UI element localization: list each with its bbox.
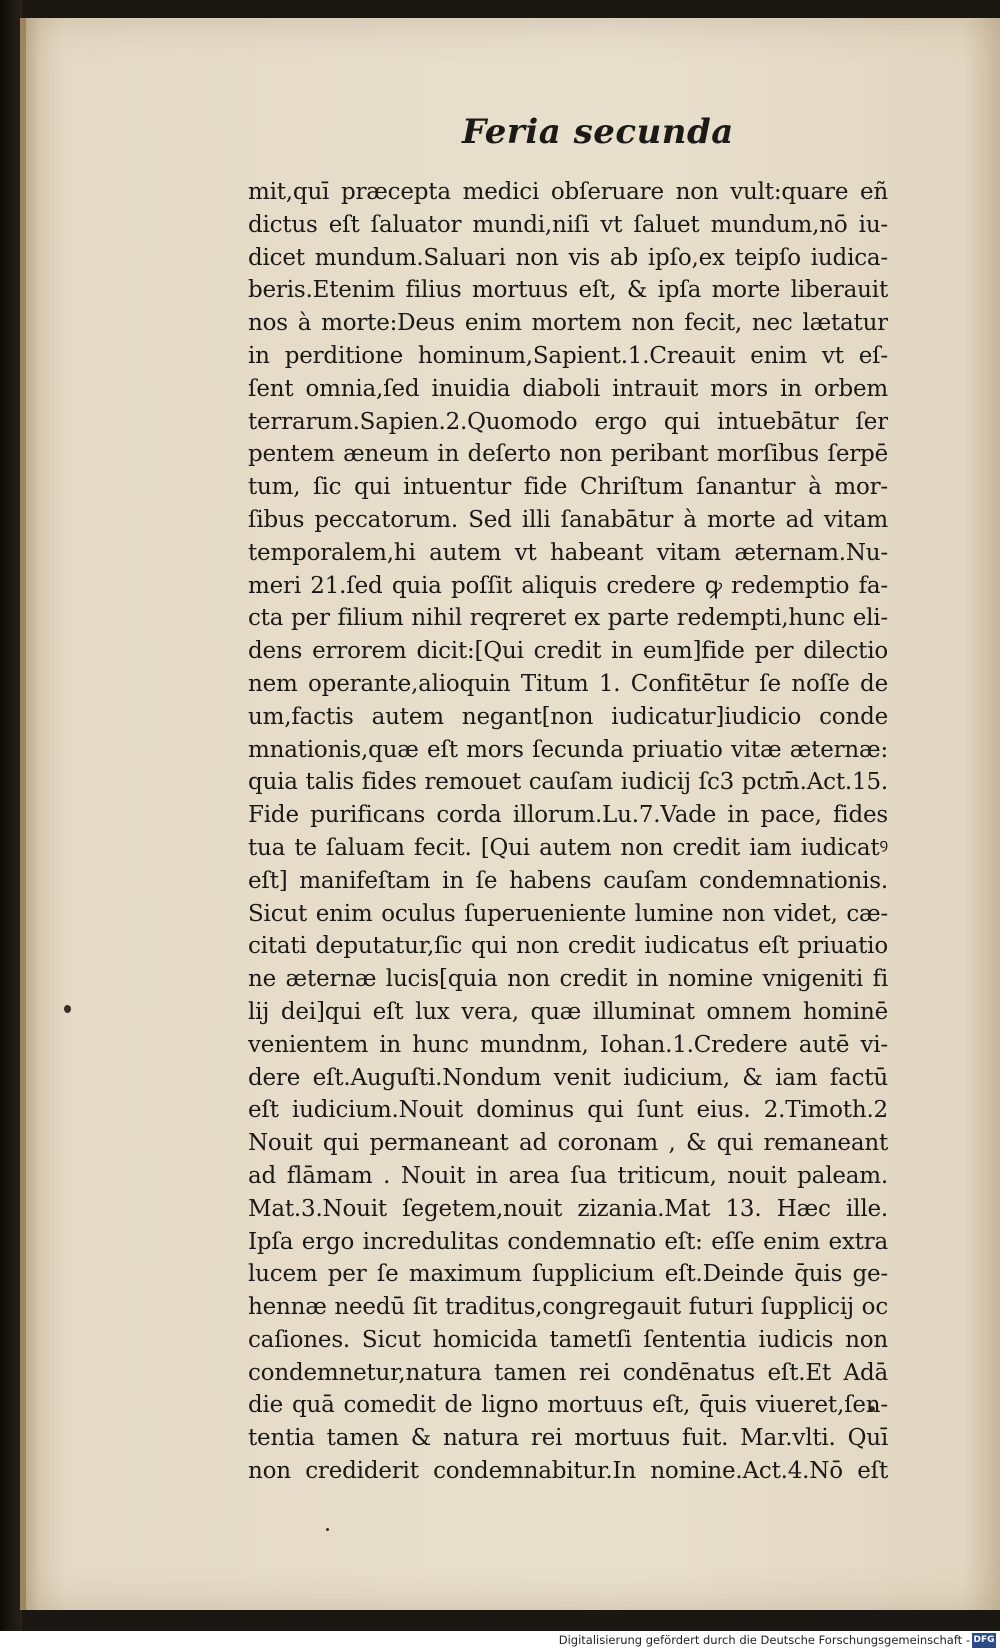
text-line: ſent omnia,ſed inuidia diaboli intrauit mors in orbem <box>248 375 888 402</box>
text-line: citati deputatur,ſic qui non credit iudicatus eſt priuatio <box>248 933 888 960</box>
text-line: dere eſt.Auguſti.Nondum venit iudicium, & iam factū <box>248 1064 888 1091</box>
text-line: quia talis fides remouet cauſam iudicij ſc3 pctm̄.Act.15. <box>248 769 888 796</box>
running-head: Feria secunda <box>462 112 734 152</box>
text-line: Fide purificans corda illorum.Lu.7.Vade in pace, fides <box>248 802 888 829</box>
text-line: eſt] manifeſtam in ſe habens cauſam condemnationis. <box>248 867 888 894</box>
text-line: hennæ needū ſit traditus,congregauit futuri ſupplicij oc <box>248 1294 888 1321</box>
ink-speck <box>326 1528 329 1531</box>
book-gutter <box>0 0 22 1651</box>
text-line: non crediderit condemnabitur.In nomine.Act.4.Nō eſt <box>248 1458 888 1485</box>
digitization-credit: Digitalisierung gefördert durch die Deutsche Forschungsgemeinschaft - <box>558 1633 970 1647</box>
text-line: Ipſa ergo incredulitas condemnatio eſt: eſſe enim extra <box>248 1228 888 1255</box>
text-line: tentia tamen & natura rei mortuus fuit. Mar.vlti. Quī <box>248 1425 888 1452</box>
text-line: lucem per ſe maximum ſupplicium eſt.Deinde q̄uis ge- <box>248 1261 888 1288</box>
text-line: caſiones. Sicut homicida tametſi ſententia iudicis non <box>248 1326 888 1353</box>
text-line: tum, ſic qui intuentur fide Chriſtum ſanantur à mor- <box>248 474 888 501</box>
text-line: mnationis,quæ eſt mors ſecunda priuatio vitæ æternæ: <box>248 736 888 763</box>
text-line: mit,quī præcepta medici obſeruare non vult:quare eñ <box>248 179 888 205</box>
text-line: ad flāmam . Nouit in area ſua triticum, nouit paleam. <box>248 1162 888 1189</box>
dfg-logo-badge: DFG <box>972 1633 996 1648</box>
text-line: dictus eſt ſaluator mundi,niſi vt ſaluet mundum,nō iu- <box>248 211 888 238</box>
text-line: nos à morte:Deus enim mortem non fecit, nec lætatur <box>248 310 888 337</box>
ink-speck <box>64 1005 71 1013</box>
text-line: temporalem,hi autem vt habeant vitam æternam.Nu- <box>248 539 888 566</box>
text-line: die quā comedit de ligno mortuus eſt, q̄uis viueret,ſen- <box>248 1392 888 1419</box>
text-line: condemnetur,natura tamen rei condēnatus eſt.Et Adā <box>248 1359 888 1386</box>
text-line: lij dei]qui eſt lux vera, quæ illuminat omnem hominē <box>248 998 888 1025</box>
text-line: dicet mundum.Saluari non vis ab ipſo,ex teipſo iudica- <box>248 244 888 271</box>
text-line: um,factis autem negant[non iudicatur]iudicio conde <box>248 703 888 730</box>
text-line: cta per filium nihil reqreret ex parte redempti,hunc eli- <box>248 605 888 632</box>
text-line: ne æternæ lucis[quia non credit in nomine vnigeniti fi <box>248 966 888 993</box>
text-line: Sicut enim oculus ſuperueniente lumine non videt, cæ- <box>248 900 888 927</box>
text-line: ſibus peccatorum. Sed illi ſanabātur à morte ad vitam <box>248 506 888 533</box>
text-line: nem operante,alioquin Titum 1. Confitētur ſe noſſe de <box>248 670 888 697</box>
text-line: dens errorem dicit:[Qui credit in eum]fide per dilectio <box>248 638 888 665</box>
text-line: venientem in hunc mundnm, Iohan.1.Credere autē vi- <box>248 1031 888 1058</box>
text-line: eſt iudicium.Nouit dominus qui ſunt eius. 2.Timoth.2 <box>248 1097 888 1124</box>
text-line: pentem æneum in deſerto non peribant morſibus ſerpē <box>248 441 888 468</box>
text-line: in perditione hominum,Sapient.1.Creauit enim vt eſ- <box>248 342 888 369</box>
text-line: Nouit qui permaneant ad coronam , & qui remaneant <box>248 1130 888 1157</box>
text-line: Mat.3.Nouit ſegetem,nouit zizania.Mat 13. Hæc ille. <box>248 1195 888 1222</box>
text-line: terrarum.Sapien.2.Quomodo ergo qui intuebātur ſer <box>248 408 888 435</box>
text-line: tua te ſaluam fecit. [Qui autem non credit iam iudicatꝰ <box>248 834 888 861</box>
text-line: meri 21.ſed quia poſſit aliquis credere ꝙ redemptio fa- <box>248 572 888 599</box>
body-text <box>248 176 888 1488</box>
text-line: beris.Etenim filius mortuus eſt, & ipſa morte liberauit <box>248 277 888 304</box>
